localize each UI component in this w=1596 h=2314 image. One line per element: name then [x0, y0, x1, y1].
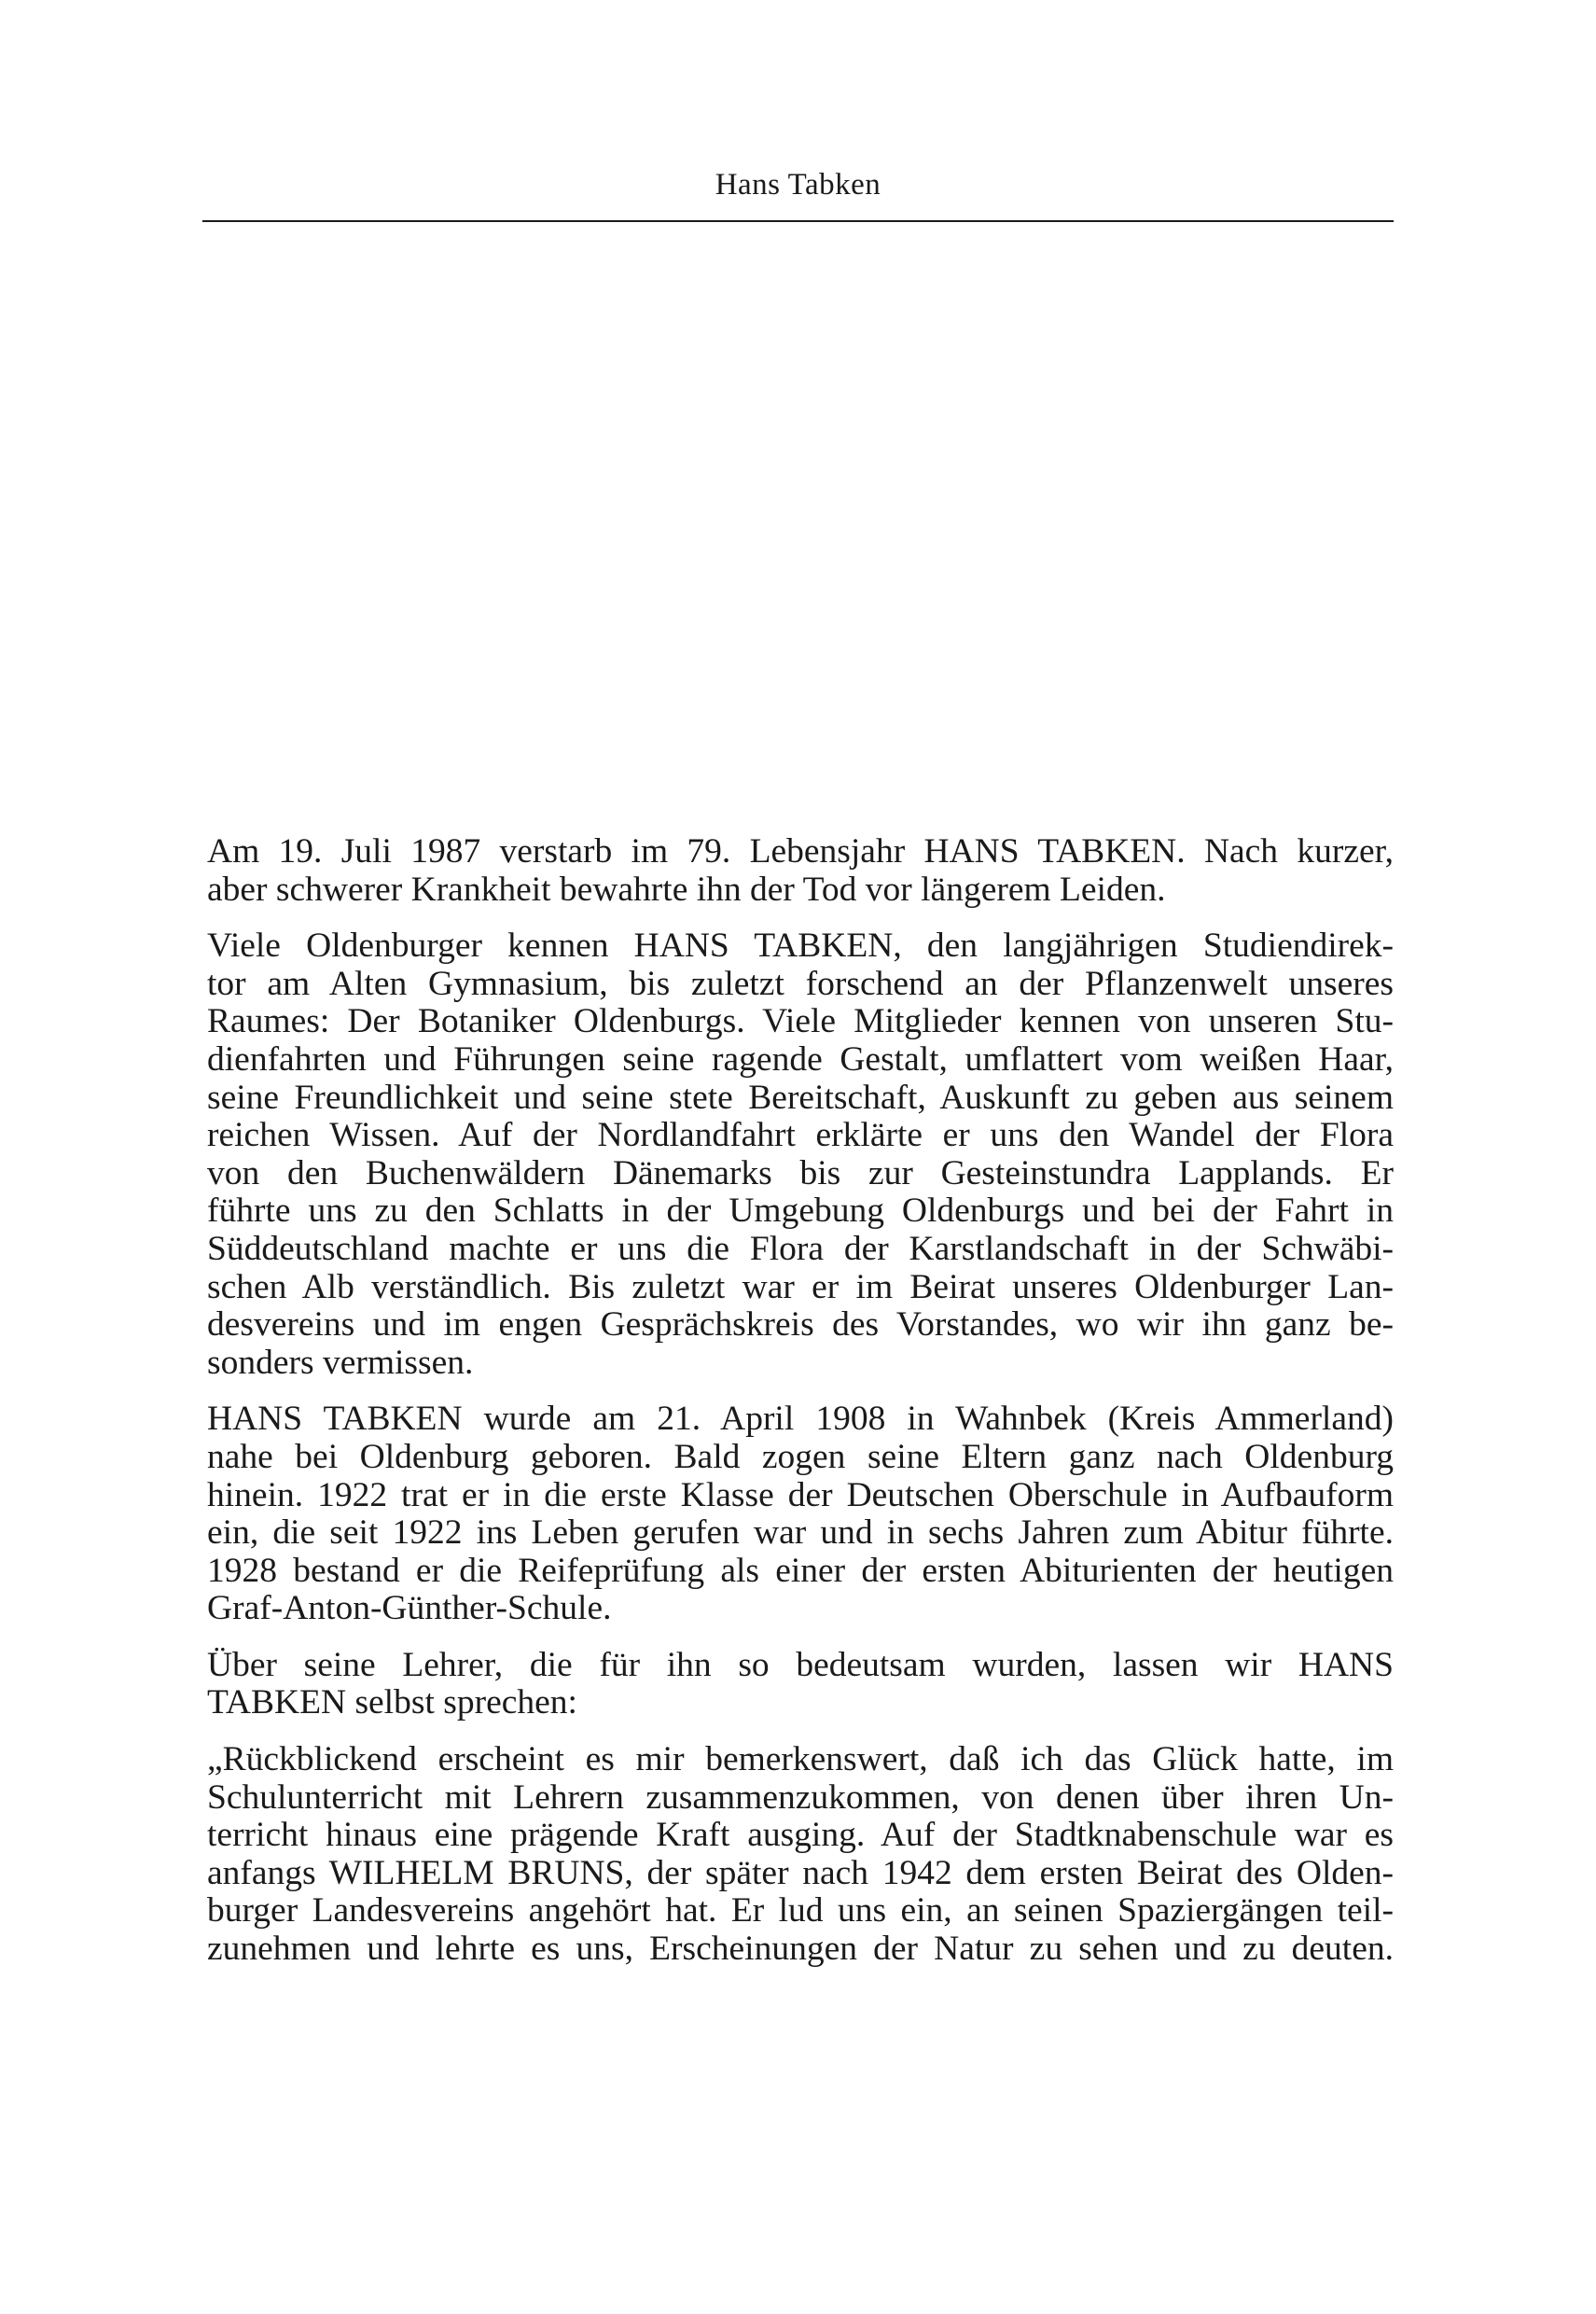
paragraph-4: [207, 1647, 1394, 1722]
text-line: tor am Alten Gymnasium, bis zuletzt forschend an der Pflanzenwelt unseres: [207, 964, 1394, 1003]
text-line: hinein. 1922 trat er in die erste Klasse der Deutschen Oberschule in Aufbauform: [207, 1475, 1394, 1514]
paragraph-3: [207, 1401, 1394, 1628]
paragraph-2: [207, 927, 1394, 1382]
text-line: ein, die seit 1922 ins Leben gerufen war und in sechs Jahren zum Abitur führte.: [207, 1513, 1394, 1553]
paragraph-5-quote: [207, 1741, 1394, 1969]
text-line: Schulunterricht mit Lehrern zusammenzukommen, von denen über ihren Un-: [207, 1777, 1394, 1817]
text-line: Graf-Anton-Günther-Schule.: [207, 1589, 612, 1628]
text-line: 1928 bestand er die Reifeprüfung als einer der ersten Abiturienten der heutigen: [207, 1551, 1394, 1590]
text-line: sonders vermissen.: [207, 1343, 474, 1382]
text-line: schen Alb verständlich. Bis zuletzt war er im Beirat unseres Oldenburger Lan-: [207, 1267, 1394, 1306]
text-line: Am 19. Juli 1987 verstarb im 79. Lebensjahr HANS TABKEN. Nach kurzer,: [207, 832, 1394, 871]
text-line: HANS TABKEN wurde am 21. April 1908 in Wahnbek (Kreis Ammerland): [207, 1400, 1394, 1439]
text-line: dienfahrten und Führungen seine ragende Gestalt, umflattert vom weißen Haar,: [207, 1039, 1394, 1079]
running-header-title: Hans Tabken: [715, 168, 881, 202]
text-line: führte uns zu den Schlatts in der Umgebung Oldenburgs und bei der Fahrt in: [207, 1192, 1394, 1231]
text-line: aber schwerer Krankheit bewahrte ihn der Tod vor längerem Leiden.: [207, 870, 1166, 909]
header-rule: [202, 220, 1394, 222]
text-line: Raumes: Der Botaniker Oldenburgs. Viele Mitglieder kennen von unseren Stu-: [207, 1002, 1394, 1041]
text-line: terricht hinaus eine prägende Kraft ausging. Auf der Stadtknabenschule war es: [207, 1816, 1394, 1855]
paragraph-1: [207, 833, 1394, 909]
text-line: seine Freundlichkeit und seine stete Bereitschaft, Auskunft zu geben aus seinem: [207, 1078, 1394, 1117]
article-body: [207, 833, 1394, 1987]
text-line: nahe bei Oldenburg geboren. Bald zogen seine Eltern ganz nach Oldenburg: [207, 1437, 1394, 1476]
text-line: desvereins und im engen Gesprächskreis des Vorstandes, wo wir ihn ganz be-: [207, 1305, 1394, 1345]
text-line: von den Buchenwäldern Dänemarks bis zur Gesteinstundra Lapplands. Er: [207, 1153, 1394, 1192]
text-line: Süddeutschland machte er uns die Flora der Karstlandschaft in der Schwäbi-: [207, 1229, 1394, 1268]
text-line: reichen Wissen. Auf der Nordlandfahrt erklärte er uns den Wandel der Flora: [207, 1116, 1394, 1155]
text-line: Viele Oldenburger kennen HANS TABKEN, den langjährigen Studiendirek-: [207, 927, 1394, 966]
text-line: TABKEN selbst sprechen:: [207, 1683, 577, 1722]
text-line: zunehmen und lehrte es uns, Erscheinungen der Natur zu sehen und zu deuten.: [207, 1930, 1394, 1969]
text-line: Über seine Lehrer, die für ihn so bedeutsam wurden, lassen wir HANS: [207, 1645, 1394, 1684]
text-line: burger Landesvereins angehört hat. Er lud uns ein, an seinen Spaziergängen teil-: [207, 1891, 1394, 1931]
text-line: anfangs WILHELM BRUNS, der später nach 1942 dem ersten Beirat des Olden-: [207, 1853, 1394, 1892]
text-line: „Rückblickend erscheint es mir bemerkenswert, daß ich das Glück hatte, im: [207, 1740, 1394, 1779]
